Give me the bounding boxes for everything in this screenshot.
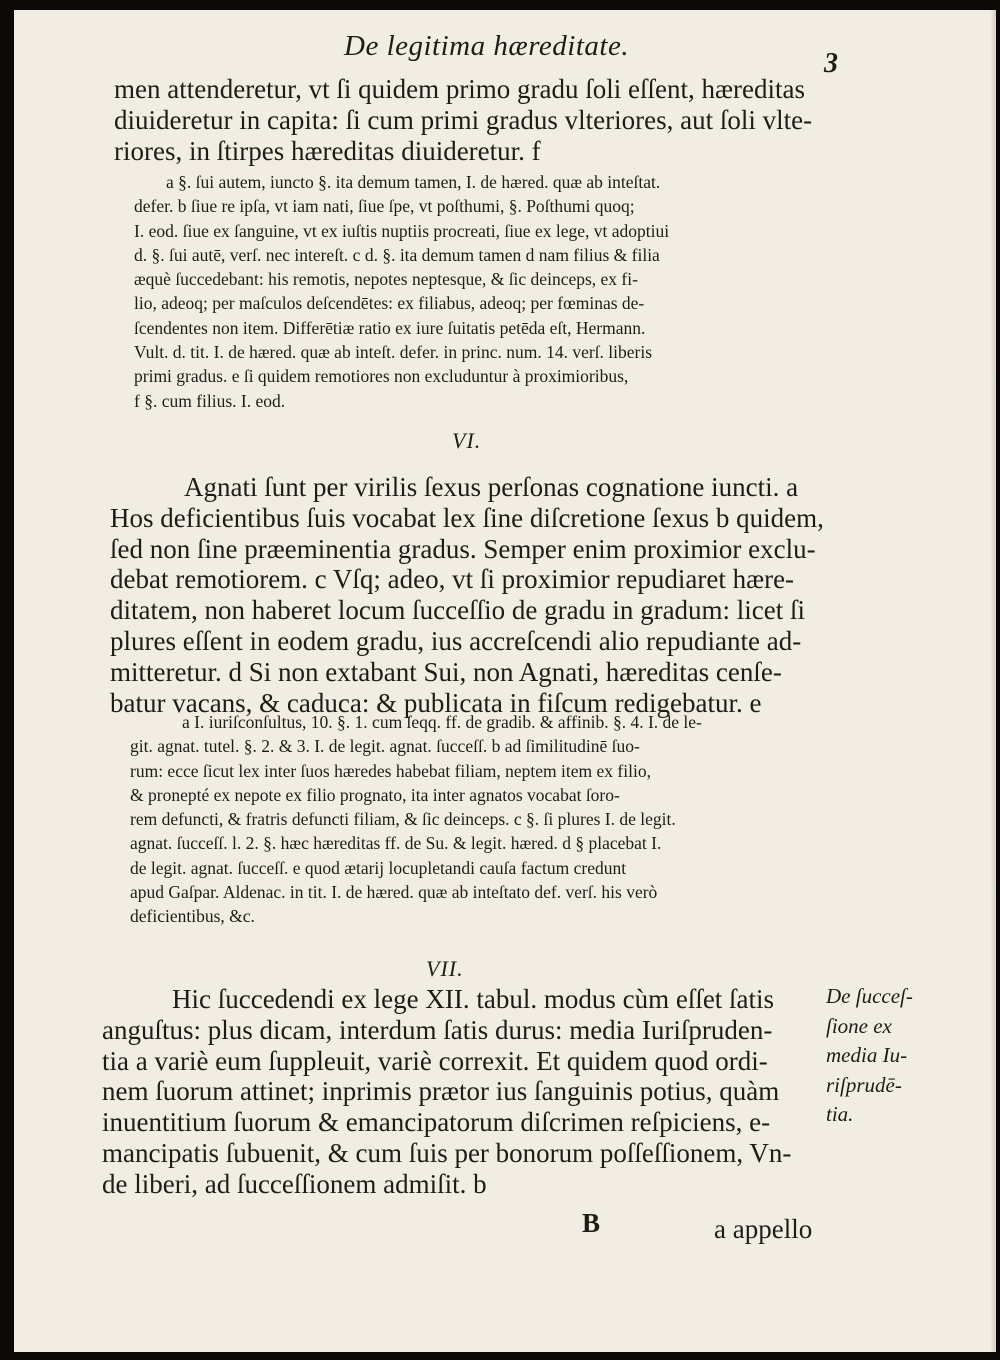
text-line: ſed non ſine præeminentia gradus. Semper enim proximior exclu- bbox=[110, 533, 816, 564]
footnote-line: d. §. ſui autē, verſ. nec intereſt. c d. §. ita demum tamen d nam filius & filia bbox=[134, 244, 660, 265]
footnote-line: primi gradus. e ſi quidem remotiores non excluduntur à proximioribus, bbox=[134, 366, 629, 387]
footnote-line: æquè ſuccedebant: his remotis, nepotes neptesque, & ſic deinceps, ex fi- bbox=[134, 269, 638, 290]
text-line: tia a variè eum ſuppleuit, variè correxit. Et quidem quod ordi- bbox=[102, 1045, 768, 1076]
text-line: debat remotiorem. c Vſq; adeo, vt ſi proximior repudiaret hære- bbox=[110, 564, 795, 595]
footnotes-block-2 bbox=[130, 710, 830, 929]
footnote-line: git. agnat. tutel. §. 2. & 3. I. de legit. agnat. ſucceſſ. b ad ſimilitudinē ſuo- bbox=[130, 736, 640, 757]
footnote-line: ſcendentes non item. Differētiæ ratio ex iure ſuitatis petēda eſt, Hermann. bbox=[134, 317, 646, 338]
footnote-line: & pronepté ex nepote ex filio prognato, ita inter agnatos vocabat ſoro- bbox=[130, 784, 620, 805]
footnote-line: rum: ecce ſicut lex inter ſuos hæredes habebat filiam, neptem item ex filio, bbox=[130, 760, 651, 781]
marginal-note-line: ſione ex bbox=[826, 1013, 892, 1038]
text-line: Hos deficientibus ſuis vocabat lex ſine diſcretione ſexus b quidem, bbox=[110, 502, 824, 533]
text-line: riores, in ſtirpes hæreditas diuideretur. f bbox=[114, 135, 541, 166]
footnote-line: agnat. ſucceſſ. l. 2. §. hæc hæreditas ff. de Su. & legit. hæred. d § placebat I. bbox=[130, 833, 662, 854]
text-line: mancipatis ſubuenit, & cum ſuis per bonorum poſſeſſionem, Vn- bbox=[102, 1137, 792, 1168]
footnote-line: rem defuncti, & fratris defuncti filiam, & ſic deinceps. c §. ſi plures I. de legit. bbox=[130, 809, 676, 830]
text-line: de liberi, ad ſucceſſionem admiſit. b bbox=[102, 1168, 487, 1199]
footnote-line: Vult. d. tit. I. de hæred. quæ ab inteſt. defer. in princ. num. 14. verſ. liberis bbox=[134, 342, 653, 363]
paragraph-vii bbox=[102, 984, 822, 1200]
section-number-vi: VI. bbox=[452, 428, 482, 453]
paragraph-continuation bbox=[114, 74, 834, 166]
text-line: mitteretur. d Si non extabant Sui, non Agnati, hæreditas cenſe- bbox=[110, 656, 782, 687]
catchword: a appello bbox=[714, 1214, 813, 1244]
text-line: Hic ſuccedendi ex lege XII. tabul. modus cùm eſſet ſatis bbox=[172, 984, 775, 1014]
footnote-line: I. eod. ſiue ex ſanguine, vt ex iuſtis nuptiis procreati, ſiue ex lege, vt adoptiui bbox=[134, 220, 670, 241]
footnote-line: apud Gaſpar. Aldenac. in tit. I. de hæred. quæ ab inteſtato def. verſ. his verò bbox=[130, 882, 658, 903]
text-line: men attenderetur, vt ſi quidem primo gradu ſoli eſſent, hæreditas bbox=[114, 74, 805, 104]
marginal-note-line: De ſucceſ- bbox=[826, 984, 913, 1008]
page-edge-shadow bbox=[990, 10, 996, 1352]
marginal-note bbox=[826, 982, 913, 1130]
text-line: diuideretur in capita: ſi cum primi gradus vlteriores, aut ſoli vlte- bbox=[114, 104, 813, 135]
paragraph-vi bbox=[110, 472, 830, 718]
footnote-line: deficientibus, &c. bbox=[130, 906, 255, 927]
footnote-line: de legit. agnat. ſucceſſ. e quod ætarij locupletandi cauſa factum credunt bbox=[130, 857, 627, 878]
footnote-line: f §. cum filius. I. eod. bbox=[134, 390, 286, 411]
text-line: anguſtus: plus dicam, interdum ſatis durus: media Iuriſpruden- bbox=[102, 1014, 773, 1045]
footnote-line: defer. b ſiue re ipſa, vt iam nati, ſiue ſpe, vt poſthumi, §. Poſthumi quoq; bbox=[134, 196, 635, 217]
book-page bbox=[14, 10, 996, 1352]
footnote-line: a §. ſui autem, iuncto §. ita demum tamen, I. de hæred. quæ ab inteſtat. bbox=[166, 172, 661, 192]
text-line: ditatem, non haberet locum ſucceſſio de gradu in gradum: licet ſi bbox=[110, 595, 806, 626]
running-head: De legitima hæreditate. bbox=[344, 30, 630, 62]
text-line: nem ſuorum attinet; inprimis prætor ius ſanguinis potius, quàm bbox=[102, 1076, 780, 1107]
marginal-note-line: tia. bbox=[826, 1102, 854, 1126]
footnotes-block-1 bbox=[134, 170, 834, 413]
text-line: plures eſſent in eodem gradu, ius accreſcendi alio repudiante ad- bbox=[110, 625, 802, 656]
text-line: Agnati ſunt per virilis ſexus perſonas cognatione iuncti. a bbox=[184, 472, 799, 502]
text-line: batur vacans, & caduca: & publicata in fiſcum redigebatur. e bbox=[110, 687, 762, 718]
marginal-note-line: riſprudē- bbox=[826, 1072, 902, 1097]
page-number: 3 bbox=[824, 48, 838, 79]
section-number-vii: VII. bbox=[426, 956, 464, 981]
marginal-note-line: media Iu- bbox=[826, 1043, 908, 1067]
signature-mark: B bbox=[582, 1208, 601, 1238]
footnote-line: a I. iuriſconſultus, 10. §. 1. cum ſeqq. ff. de gradib. & affinib. §. 4. I. de le- bbox=[182, 712, 702, 732]
text-line: inuentitium ſuorum & emancipatorum diſcrimen reſpiciens, e- bbox=[102, 1107, 771, 1138]
footnote-line: lio, adeoq; per maſculos deſcendētes: ex filiabus, adeoq; per fœminas de- bbox=[134, 293, 645, 314]
